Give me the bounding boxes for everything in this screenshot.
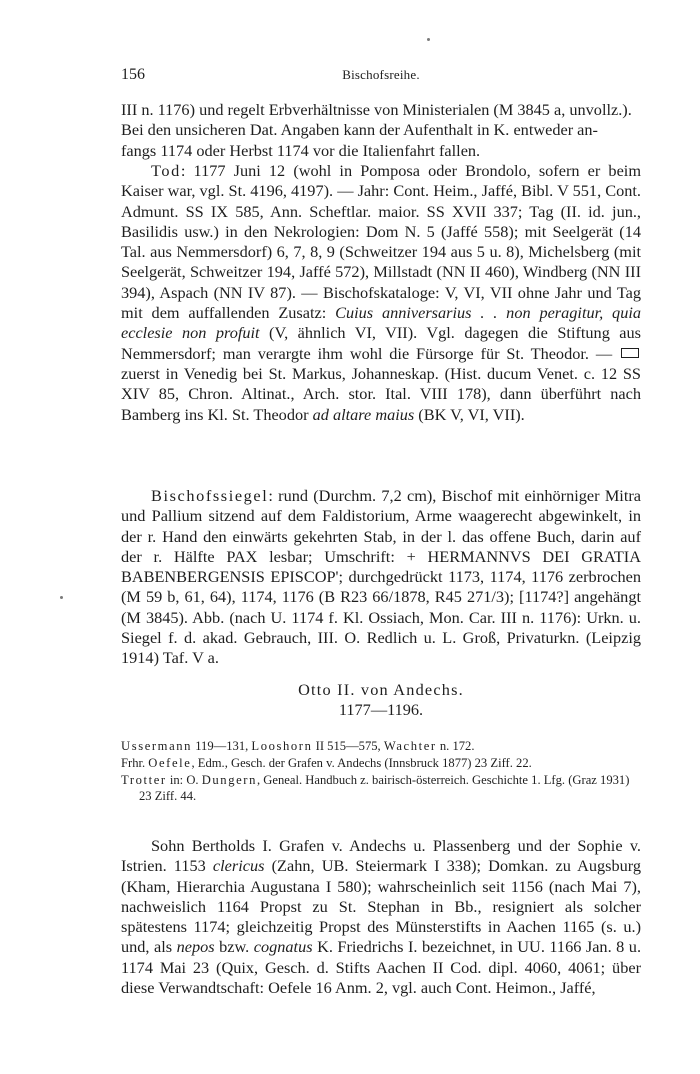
tod-label: Tod [151, 161, 181, 180]
tod-quote: Cuius anniversarius . . non peragitur, quia ecclesie non profuit [121, 303, 641, 343]
grave-symbol-icon [621, 348, 639, 358]
bib-text: , Geneal. Handbuch z. bairisch-österreich. Geschichte 1. Lfg. (Graz 1931) 23 Ziff. 44. [139, 772, 630, 804]
bib-author: Oefele [148, 755, 192, 770]
bib-author: Looshorn [251, 739, 313, 753]
section-years: 1177—1196. [338, 700, 424, 719]
bib-author: Wachter [383, 739, 437, 753]
tod-paragraph [121, 161, 641, 425]
section-title: Otto II. von Andechs. [298, 680, 464, 699]
bib-author: Trotter [121, 772, 167, 787]
bib-author: Dungern [201, 772, 257, 787]
bibliography [121, 738, 641, 805]
bio-paragraph [121, 836, 641, 998]
text-line: Bei den unsicheren Dat. Angaben kann der Aufenthalt in K. entweder an- [121, 120, 598, 140]
bio-text: (Zahn, UB. Steiermark I 338); Domkan. zu Augsburg (Kham, Hierarchia Augustana I 580); wahrscheinlich seit 1156 (nach Mai 7), nachweislich 1164 Propst zu St. Stephan in Bb., resigniert als solcher spätestens 1174; gleichzeitig Propst des Münsterstifts in Aachen 1165 (s. u.) und, als [121, 856, 642, 957]
bib-text: , Edm., Gesch. der Grafen v. Andechs (Innsbruck 1877) 23 Ziff. 22. [191, 755, 532, 770]
bib-text: in: O. [166, 772, 202, 787]
siegel-text: : rund (Durchm. 7,2 cm), Bischof mit einhörniger Mitra und Pallium sitzend auf dem Faldistorium, Arme waagerecht abgewinkelt, in der r. Hand den einwärts gekehrten Stab, in der l. das offene Buch, darin auf der r. Hälfte PAX lesbar; Umschrift: + HERMANNVS DEI GRATIA BABENBERGENSIS EPISCOP'; durchgedrückt 1173, 1174, 1176 zerbrochen (M 59 b, 61, 64), 1174, 1176 (B R23 66/1878, R45 271/3); [1174?] angehängt (M 3845). Abb. (nach U. 1174 f. Kl. Ossiach, Mon. Car. III n. 1176): Urkn. u. Siegel f. d. akad. Gebrauch, III. O. Redlich u. L. Groß, Privaturkn. (Leipzig 1914) Taf. V a. [121, 486, 641, 668]
bio-text: Sohn Bertholds I. Grafen v. Andechs u. Plassenberg und der Sophie v. Istrien. 1153 [121, 836, 641, 876]
bio-italic: nepos [176, 937, 215, 957]
bio-italic: clericus [212, 856, 265, 876]
bio-italic: cognatus [253, 937, 313, 957]
text-line: III n. 1176) und regelt Erbverhältnisse von Ministerialen (M 3845 a, unvollz.). [121, 100, 632, 119]
siegel-paragraph [121, 486, 641, 669]
bio-text: bzw. [214, 937, 254, 957]
bibliography-entry [121, 738, 641, 755]
siegel-label: Bischofssiegel [151, 486, 269, 505]
tod-italic: ad altare maius [312, 404, 415, 424]
bib-text: 119—131, [192, 739, 252, 753]
bib-author: Ussermann [121, 739, 193, 753]
running-title: Bischofsreihe. [342, 67, 420, 82]
text-line: fangs 1174 oder Herbst 1174 vor die Italienfahrt fallen. [121, 140, 481, 160]
bib-text: n. 172. [436, 739, 475, 753]
scan-speck [60, 596, 63, 599]
bib-text: Frhr. [121, 755, 149, 770]
tod-text: : 1177 Juni 12 (wohl in Pomposa oder Brondolo, sofern er beim Kaiser war, vgl. St. 4196, 4197). — Jahr: Cont. Heim., Jaffé, Bibl. V 551, Cont. Admunt. SS IX 585, Ann. Scheftlar. maior. SS XVII 337; Tag (II. id. jun., Basilidis usw.) in den Nekrologien: Dom N. 5 (Jaffé 558); mit Seelgerät (14 Tal. aus Nemmersdorf) 6, 7, 8, 9 (Schweitzer 194 aus 5 u. 8), Michelsberg (mit Seelgerät, Schweitzer 194, Jaffé 572), Millstadt (NN II 460), Windberg (NN III 394), Aspach (NN IV 87). — Bischofskataloge: V, VI, VII ohne Jahr und Tag mit dem auffallenden Zusatz: [121, 161, 641, 323]
bibliography-entry [121, 755, 641, 772]
page-number: 156 [121, 66, 145, 83]
bib-text: II 515—575, [312, 739, 384, 753]
bio-text: K. Friedrichs I. bezeichnet, in UU. 1166 Jan. 8 u. 1174 Mai 23 (Quix, Gesch. d. Stifts Aachen II Cod. dipl. 4060, 4061; über diese Verwandtschaft: Oefele 16 Anm. 2, vgl. auch Cont. Heimon., Jaffé, [121, 937, 642, 998]
page-header [121, 66, 641, 86]
bibliography-entry [121, 772, 641, 806]
scan-speck [427, 38, 430, 41]
tod-text: (BK V, VI, VII). [414, 404, 525, 424]
tod-text: zuerst in Venedig bei St. Markus, Johanneskap. (Hist. ducum Venet. c. 12 SS XIV 85, Chron. Altinat., Arch. stor. Ital. VIII 178), dann überführt nach Bamberg ins Kl. St. Theodor [121, 363, 641, 424]
tod-text: (V, ähnlich VI, VII). Vgl. dagegen die Stiftung aus Nemmersdorf; man verargte ihm wohl die Fürsorge für St. Theodor. — [121, 323, 641, 363]
top-paragraph [121, 100, 641, 161]
